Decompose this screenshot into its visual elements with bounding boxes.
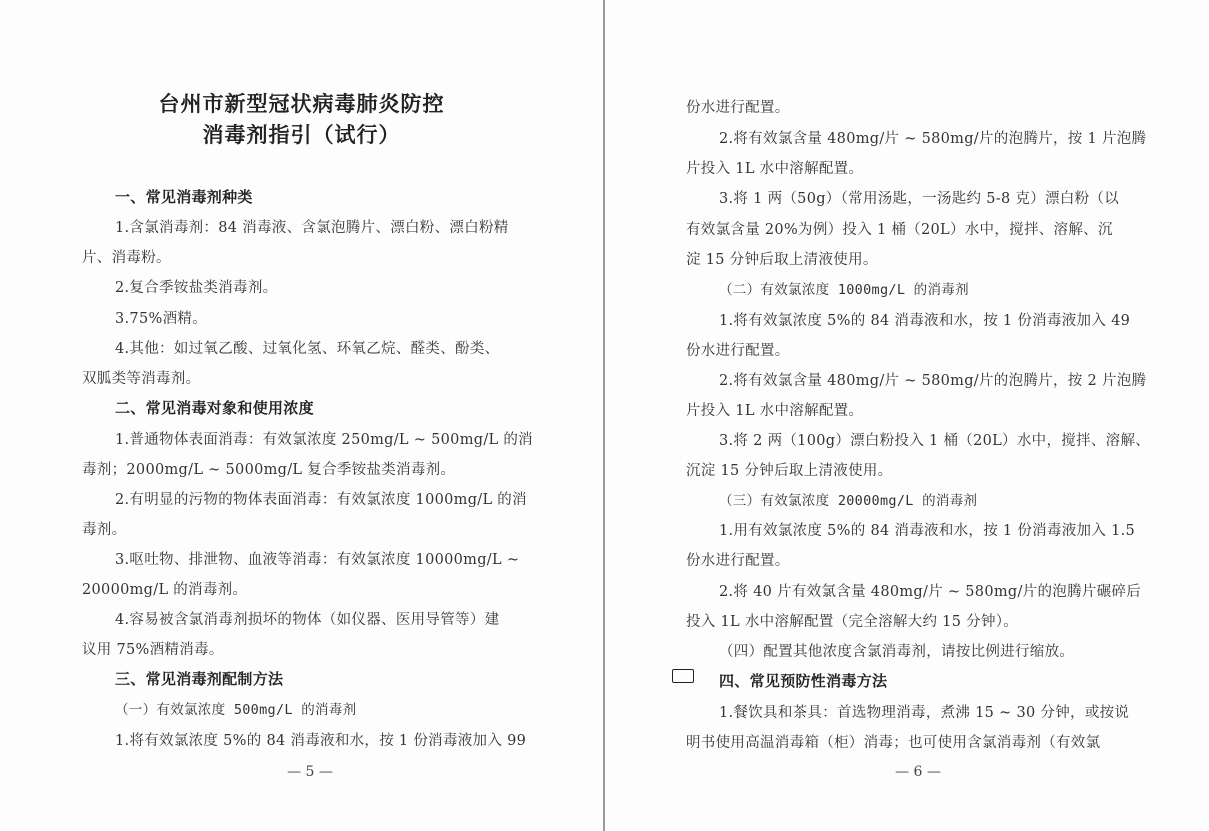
paragraph-line: 3.将 1 两（50g）（常用汤匙，一汤匙约 5-8 克）漂白粉（以 — [719, 191, 1120, 207]
paragraph-line: 1.含氯消毒剂：84 消毒液、含氯泡腾片、漂白粉、漂白粉精 — [115, 220, 509, 236]
paragraph-line: 3.将 2 两（100g）漂白粉投入 1 桶（20L）水中，搅拌、溶解、 — [719, 433, 1151, 449]
paragraph-line: 4.容易被含氯消毒剂损坏的物体（如仪器、医用导管等）建 — [115, 612, 500, 628]
section-heading-3: 三、常见消毒剂配制方法 — [115, 670, 284, 688]
paragraph-line: 1.将有效氯浓度 5%的 84 消毒液和水，按 1 份消毒液加入 49 — [719, 313, 1131, 329]
book-spine-divider — [603, 0, 605, 831]
right-page — [606, 0, 1209, 831]
subsection-heading: （一）有效氯浓度 500mg/L 的消毒剂 — [115, 702, 357, 718]
paragraph-line: 3.呕吐物、排泄物、血液等消毒：有效氯浓度 10000mg/L ~ — [115, 552, 520, 568]
paragraph-line: 投入 1L 水中溶解配置（完全溶解大约 15 分钟）。 — [686, 614, 1019, 630]
page-number: — 6 — — [895, 764, 941, 780]
paragraph-line: 3.75%酒精。 — [115, 311, 207, 327]
paragraph-line: 2.将 40 片有效氯含量 480mg/片 ~ 580mg/片的泡腾片碾碎后 — [719, 584, 1142, 600]
paragraph-line: 份水进行配置。 — [686, 343, 790, 359]
paragraph-line: 双胍类等消毒剂。 — [82, 371, 201, 387]
paragraph-line: 2.将有效氯含量 480mg/片 ~ 580mg/片的泡腾片，按 2 片泡腾 — [719, 373, 1147, 389]
subsection-heading: （二）有效氯浓度 1000mg/L 的消毒剂 — [719, 282, 969, 298]
paragraph-line: 2.有明显的污物的物体表面消毒：有效氯浓度 1000mg/L 的消 — [115, 492, 527, 508]
paragraph-line: 1.普通物体表面消毒：有效氯浓度 250mg/L ~ 500mg/L 的消 — [115, 432, 533, 448]
selection-box — [672, 669, 694, 683]
paragraph-line: 份水进行配置。 — [686, 100, 790, 116]
paragraph-line: 2.复合季铵盐类消毒剂。 — [115, 280, 278, 296]
paragraph-line: 1.餐饮具和茶具：首选物理消毒，煮沸 15 ~ 30 分钟，或按说 — [719, 705, 1130, 721]
paragraph-line: 毒剂。 — [82, 522, 127, 538]
paragraph-line: 片投入 1L 水中溶解配置。 — [686, 161, 864, 177]
paragraph-line: 20000mg/L 的消毒剂。 — [82, 582, 248, 598]
paragraph-line: 4.其他：如过氧乙酸、过氧化氢、环氧乙烷、醛类、酚类、 — [115, 341, 500, 357]
paragraph-line: 沉淀 15 分钟后取上清液使用。 — [686, 463, 893, 479]
paragraph-line: （四）配置其他浓度含氯消毒剂，请按比例进行缩放。 — [719, 644, 1075, 660]
paragraph-line: 1.将有效氯浓度 5%的 84 消毒液和水，按 1 份消毒液加入 99 — [115, 733, 527, 749]
paragraph-line: 份水进行配置。 — [686, 553, 790, 569]
paragraph-line: 片投入 1L 水中溶解配置。 — [686, 403, 864, 419]
section-heading-4: 四、常见预防性消毒方法 — [719, 672, 888, 690]
paragraph-line: 有效氯含量 20%为例）投入 1 桶（20L）水中，搅拌、溶解、沉 — [686, 222, 1113, 238]
subsection-heading: （三）有效氯浓度 20000mg/L 的消毒剂 — [719, 493, 978, 509]
paragraph-line: 议用 75%酒精消毒。 — [82, 642, 224, 658]
left-page — [0, 0, 603, 831]
document-title-line-1: 台州市新型冠状病毒肺炎防控 — [158, 91, 445, 116]
document-title-line-2: 消毒剂指引（试行） — [202, 122, 401, 147]
paragraph-line: 毒剂；2000mg/L ~ 5000mg/L 复合季铵盐类消毒剂。 — [82, 462, 456, 478]
page-number: — 5 — — [287, 764, 333, 780]
paragraph-line: 片、消毒粉。 — [82, 250, 171, 266]
paragraph-line: 2.将有效氯含量 480mg/片 ~ 580mg/片的泡腾片，按 1 片泡腾 — [719, 131, 1147, 147]
section-heading-2: 二、常见消毒对象和使用浓度 — [115, 399, 314, 417]
paragraph-line: 淀 15 分钟后取上清液使用。 — [686, 252, 878, 268]
paragraph-line: 明书使用高温消毒箱（柜）消毒；也可使用含氯消毒剂（有效氯 — [686, 735, 1101, 751]
section-heading-1: 一、常见消毒剂种类 — [115, 188, 253, 206]
paragraph-line: 1.用有效氯浓度 5%的 84 消毒液和水，按 1 份消毒液加入 1.5 — [719, 523, 1136, 539]
